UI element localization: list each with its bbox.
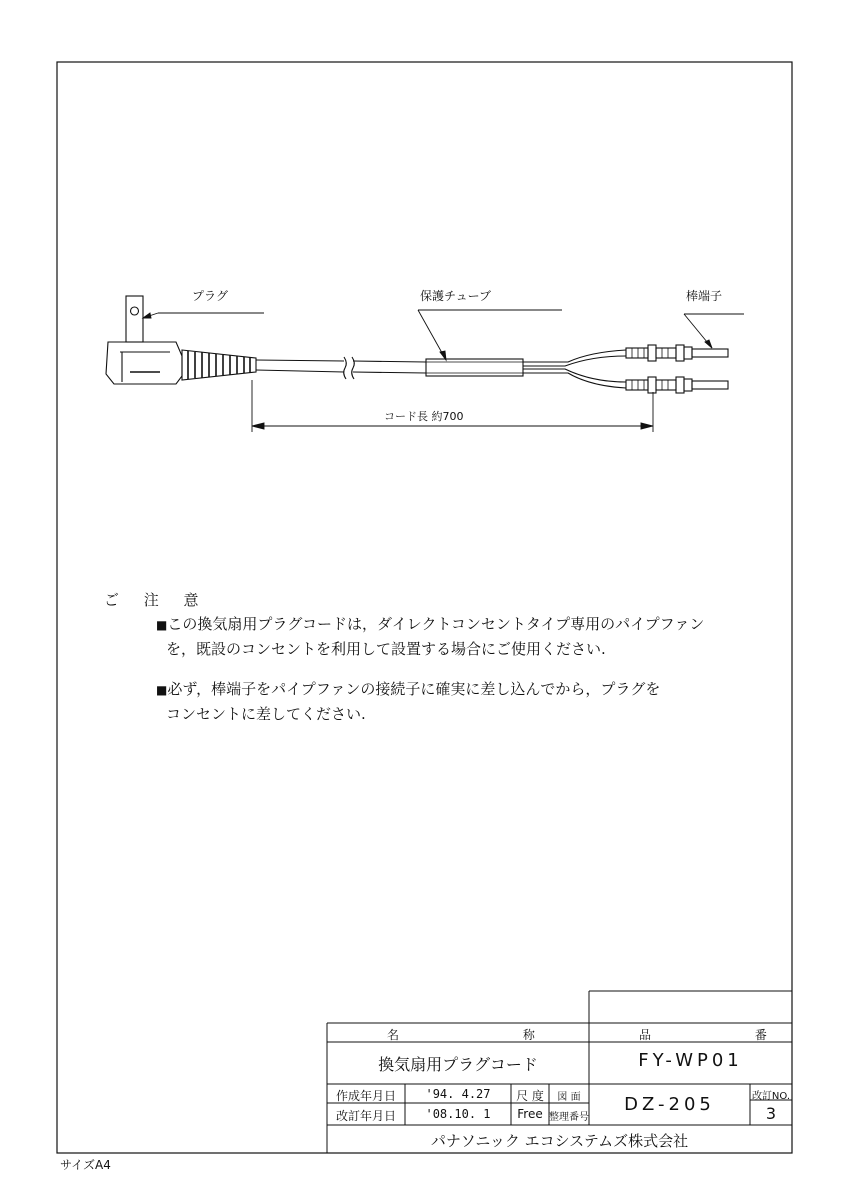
plug-label: プラグ xyxy=(192,289,229,303)
name-header: 名 称 xyxy=(387,1028,595,1042)
caution-item: ■必ず，棒端子をパイプファンの接続子に確実に差し込んでから，プラグを コンセントに差してください. xyxy=(156,680,661,723)
rod-terminal-upper xyxy=(626,345,728,361)
revised-label: 改訂年月日 xyxy=(335,1109,396,1123)
rod-terminal-lower xyxy=(626,377,728,393)
rod-terminal-label: 棒端子 xyxy=(686,289,723,303)
product-no-header: 品 番 xyxy=(639,1028,817,1042)
caution-notes xyxy=(104,588,704,726)
caution-item: ■この換気扇用プラグコードは，ダイレクトコンセントタイプ専用のパイプファン を，既設のコンセントを利用して設置する場合にご使用ください. xyxy=(156,615,705,658)
cord-break-right xyxy=(352,357,355,379)
drawing-no: DZ-205 xyxy=(624,1094,715,1115)
cord-length-dimension xyxy=(252,380,653,432)
scale-value: Free xyxy=(517,1107,543,1121)
control-no-label: 整理番号 xyxy=(549,1112,589,1123)
protective-tube-label: 保護チューブ xyxy=(420,289,492,303)
plug-drawing xyxy=(106,296,256,384)
bullet-icon: ■ xyxy=(156,618,168,632)
drawing-label: 図 面 xyxy=(557,1092,581,1103)
cord-length-label: コード長 約700 xyxy=(384,410,464,423)
protective-tube xyxy=(426,359,523,376)
product-no: FY-WP01 xyxy=(638,1050,743,1071)
caution-heading: ご 注 意 xyxy=(104,591,209,609)
sheet-size-label: サイズA4 xyxy=(60,1158,111,1172)
plug-body xyxy=(106,342,182,384)
revision-no: 3 xyxy=(765,1104,777,1123)
scale-label: 尺 度 xyxy=(516,1089,544,1103)
plug-blade-hole xyxy=(131,307,139,315)
created-date: '94. 4.27 xyxy=(425,1087,491,1101)
leader-lines xyxy=(143,310,744,360)
plug-strain-relief xyxy=(182,350,256,380)
cord xyxy=(256,350,626,388)
plug-blade xyxy=(126,296,143,342)
revised-date: '08.10. 1 xyxy=(425,1107,491,1121)
bullet-icon: ■ xyxy=(156,683,168,697)
revision-label: 改訂NO. xyxy=(751,1091,791,1102)
company-name: パナソニック エコシステムズ株式会社 xyxy=(430,1132,689,1150)
product-name: 換気扇用プラグコード xyxy=(378,1055,538,1074)
created-label: 作成年月日 xyxy=(335,1089,396,1103)
cord-break-left xyxy=(344,357,347,379)
